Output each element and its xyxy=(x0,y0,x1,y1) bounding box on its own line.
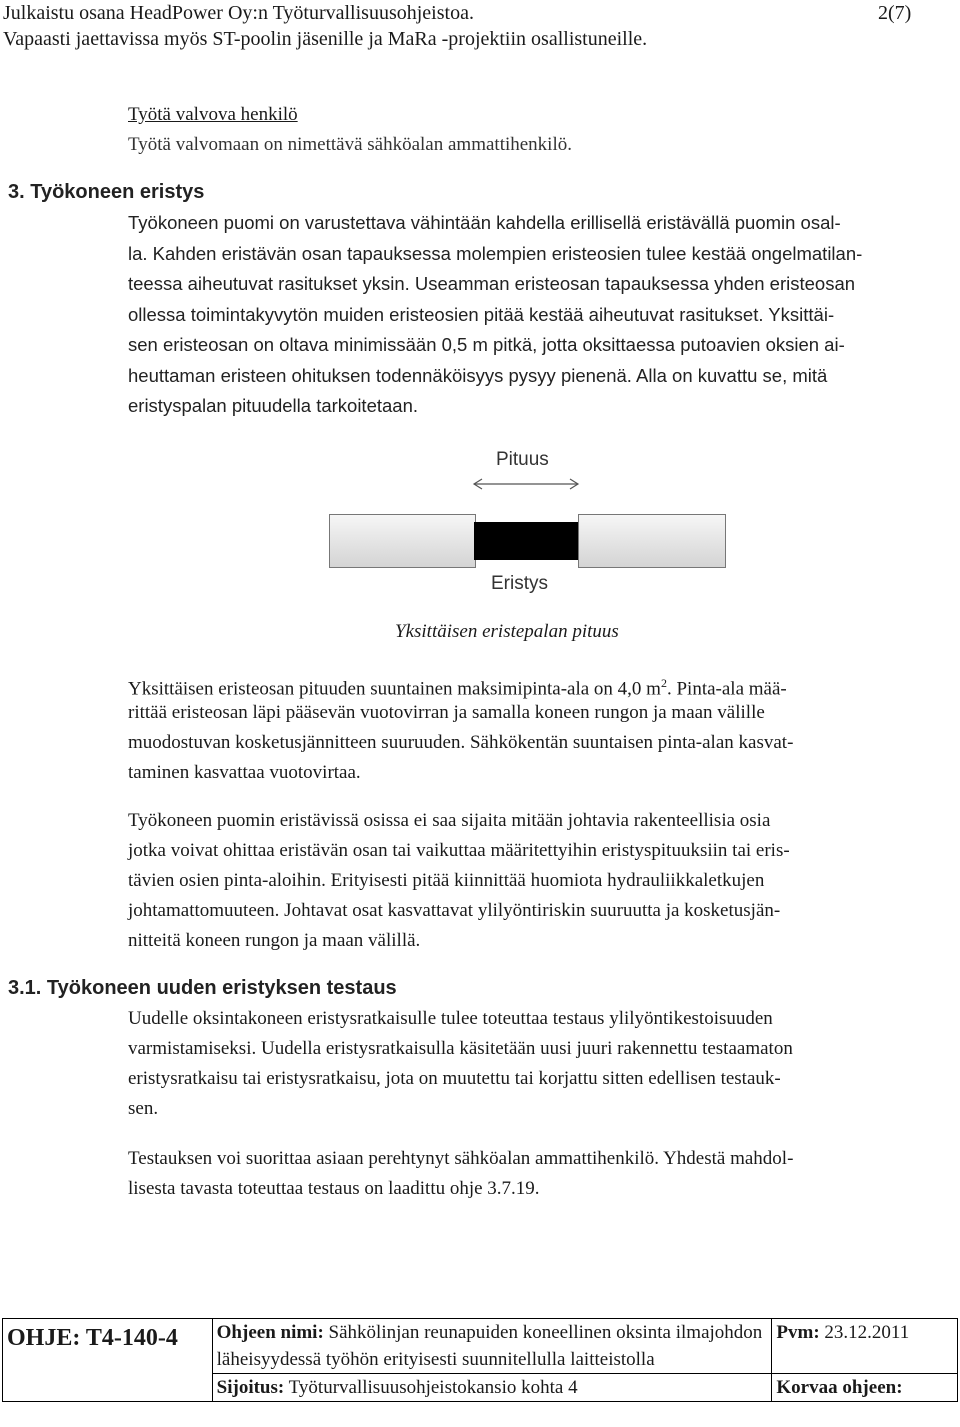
document-info-table xyxy=(2,1318,958,1402)
text-line: lisesta tavasta toteuttaa testaus on laadittu ohje 3.7.19. xyxy=(128,1178,540,1199)
text-line: tävien osien pinta-aloihin. Erityisesti pitää kiinnittää huomiota hydrauliikkaletkujen xyxy=(128,870,765,891)
date-cell xyxy=(772,1319,958,1374)
text-line: eristyspalan pituudella tarkoitetaan. xyxy=(128,395,419,416)
text-line: Yksittäisen eristeosan pituuden suuntainen maksimipinta-ala on 4,0 m xyxy=(128,678,661,700)
header-publication-note: Julkaistu osana HeadPower Oy:n Työturvallisuusohjeistoa. xyxy=(3,2,474,24)
document-name-cell xyxy=(212,1319,772,1374)
section-3-heading: 3. Työkoneen eristys xyxy=(8,181,205,203)
text-line: taminen kasvattaa vuotovirtaa. xyxy=(128,762,361,783)
text-line: sen. xyxy=(128,1098,159,1119)
insulation-label: Eristys xyxy=(491,573,548,594)
text-line: varmistamiseksi. Uudella eristysratkaisulla käsitetään uusi juuri rakennettu testaamaton xyxy=(128,1038,793,1059)
text-line: rittää eristeosan läpi pääsevän vuotovirran ja samalla koneen rungon ja maan välille xyxy=(128,702,765,723)
area-paragraph xyxy=(128,668,928,788)
testing-paragraph xyxy=(128,1144,928,1204)
text-line: muodostuvan kosketusjännitteen suuruuden. Sähkökentän suuntaisen pinta-alan kasvat- xyxy=(128,732,794,753)
replaces-cell xyxy=(772,1374,958,1402)
text-line: Työkoneen puomin eristävissä osissa ei saa sijaita mitään johtavia rakenteellisia osia xyxy=(128,810,771,831)
location-label: Sijoitus: xyxy=(216,1377,285,1398)
text-line: . Pinta-ala mää- xyxy=(666,678,787,700)
text-line: Testauksen voi suorittaa asiaan perehtynyt sähköalan ammattihenkilö. Yhdestä mahdol- xyxy=(128,1148,794,1169)
text-line: eristysratkaisu tai eristysratkaisu, jota on muutettu tai korjattu sitten edellisen testauk- xyxy=(128,1068,781,1089)
double-arrow-icon xyxy=(470,476,582,492)
page-number: 2(7) xyxy=(878,2,912,24)
text-line: sen eristeosan on oltava minimissään 0,5 m pitkä, jotta oksittaessa putoavien oksien ai- xyxy=(128,334,845,355)
section-3-1-paragraph xyxy=(128,1004,928,1124)
location-cell xyxy=(212,1374,772,1402)
document-code: OHJE: T4-140-4 xyxy=(3,1319,213,1402)
figure-caption: Yksittäisen eristepalan pituus xyxy=(395,621,619,642)
text-line: Uudelle oksintakoneen eristysratkaisulle tulee toteuttaa testaus ylilyöntikestoisuuden xyxy=(128,1008,773,1029)
boom-section-left xyxy=(329,514,476,568)
section-3-1-heading: 3.1. Työkoneen uuden eristyksen testaus xyxy=(8,977,397,999)
replaces-label: Korvaa ohjeen: xyxy=(776,1377,903,1398)
text-line: heuttaman eristeen ohituksen todennäköisyys pysyy pienenä. Alla on kuvattu se, mitä xyxy=(128,364,828,386)
text-line: nitteitä koneen rungon ja maan välillä. xyxy=(128,930,421,951)
text-line: teessa aiheutuvat rasitukset yksin. Useamman eristeosan tapauksessa yhden eristeosan xyxy=(128,273,856,294)
header-distribution-note: Vapaasti jaettavissa myös ST-poolin jäsenille ja MaRa -projektiin osallistuneille. xyxy=(3,28,648,50)
supervisor-heading: Työtä valvova henkilö xyxy=(128,104,298,125)
section-3-paragraph xyxy=(128,208,928,422)
insulation-block xyxy=(474,522,578,560)
document-name-value: Sähkölinjan reunapuiden koneellinen oksinta ilmajohdon läheisyydessä työhön erityisesti suunnitellulla laitteistolla xyxy=(216,1322,763,1370)
document-name-label: Ohjeen nimi: xyxy=(216,1322,324,1343)
text-line: la. Kahden eristävän osan tapauksessa molempien eristeosien tulee kestää ongelmatilan- xyxy=(128,242,863,264)
date-value: 23.12.2011 xyxy=(819,1322,910,1343)
supervisor-text: Työtä valvomaan on nimettävä sähköalan ammattihenkilö. xyxy=(128,134,572,155)
location-value: Työturvallisuusohjeistokansio kohta 4 xyxy=(284,1377,578,1398)
text-line: jotka voivat ohittaa eristävän osan tai vaikuttaa määritettyihin eristyspituuksiin tai eris- xyxy=(128,840,790,861)
superscript: 2 xyxy=(660,676,667,690)
length-label: Pituus xyxy=(496,449,549,470)
conductive-parts-paragraph xyxy=(128,806,928,956)
text-line: Työkoneen puomi on varustettava vähintään kahdella erillisellä eristävällä puomin osal- xyxy=(128,212,841,233)
text-line: ollessa toimintakyvytön muiden eristeosien pitää kestää aiheutuvat rasitukset. Yksittäi- xyxy=(128,303,835,325)
text-line: johtamattomuuteen. Johtavat osat kasvattavat ylilyöntiriskin suuruutta ja kosketusjän- xyxy=(128,900,781,921)
date-label: Pvm: xyxy=(776,1322,820,1343)
boom-section-right xyxy=(578,514,726,568)
